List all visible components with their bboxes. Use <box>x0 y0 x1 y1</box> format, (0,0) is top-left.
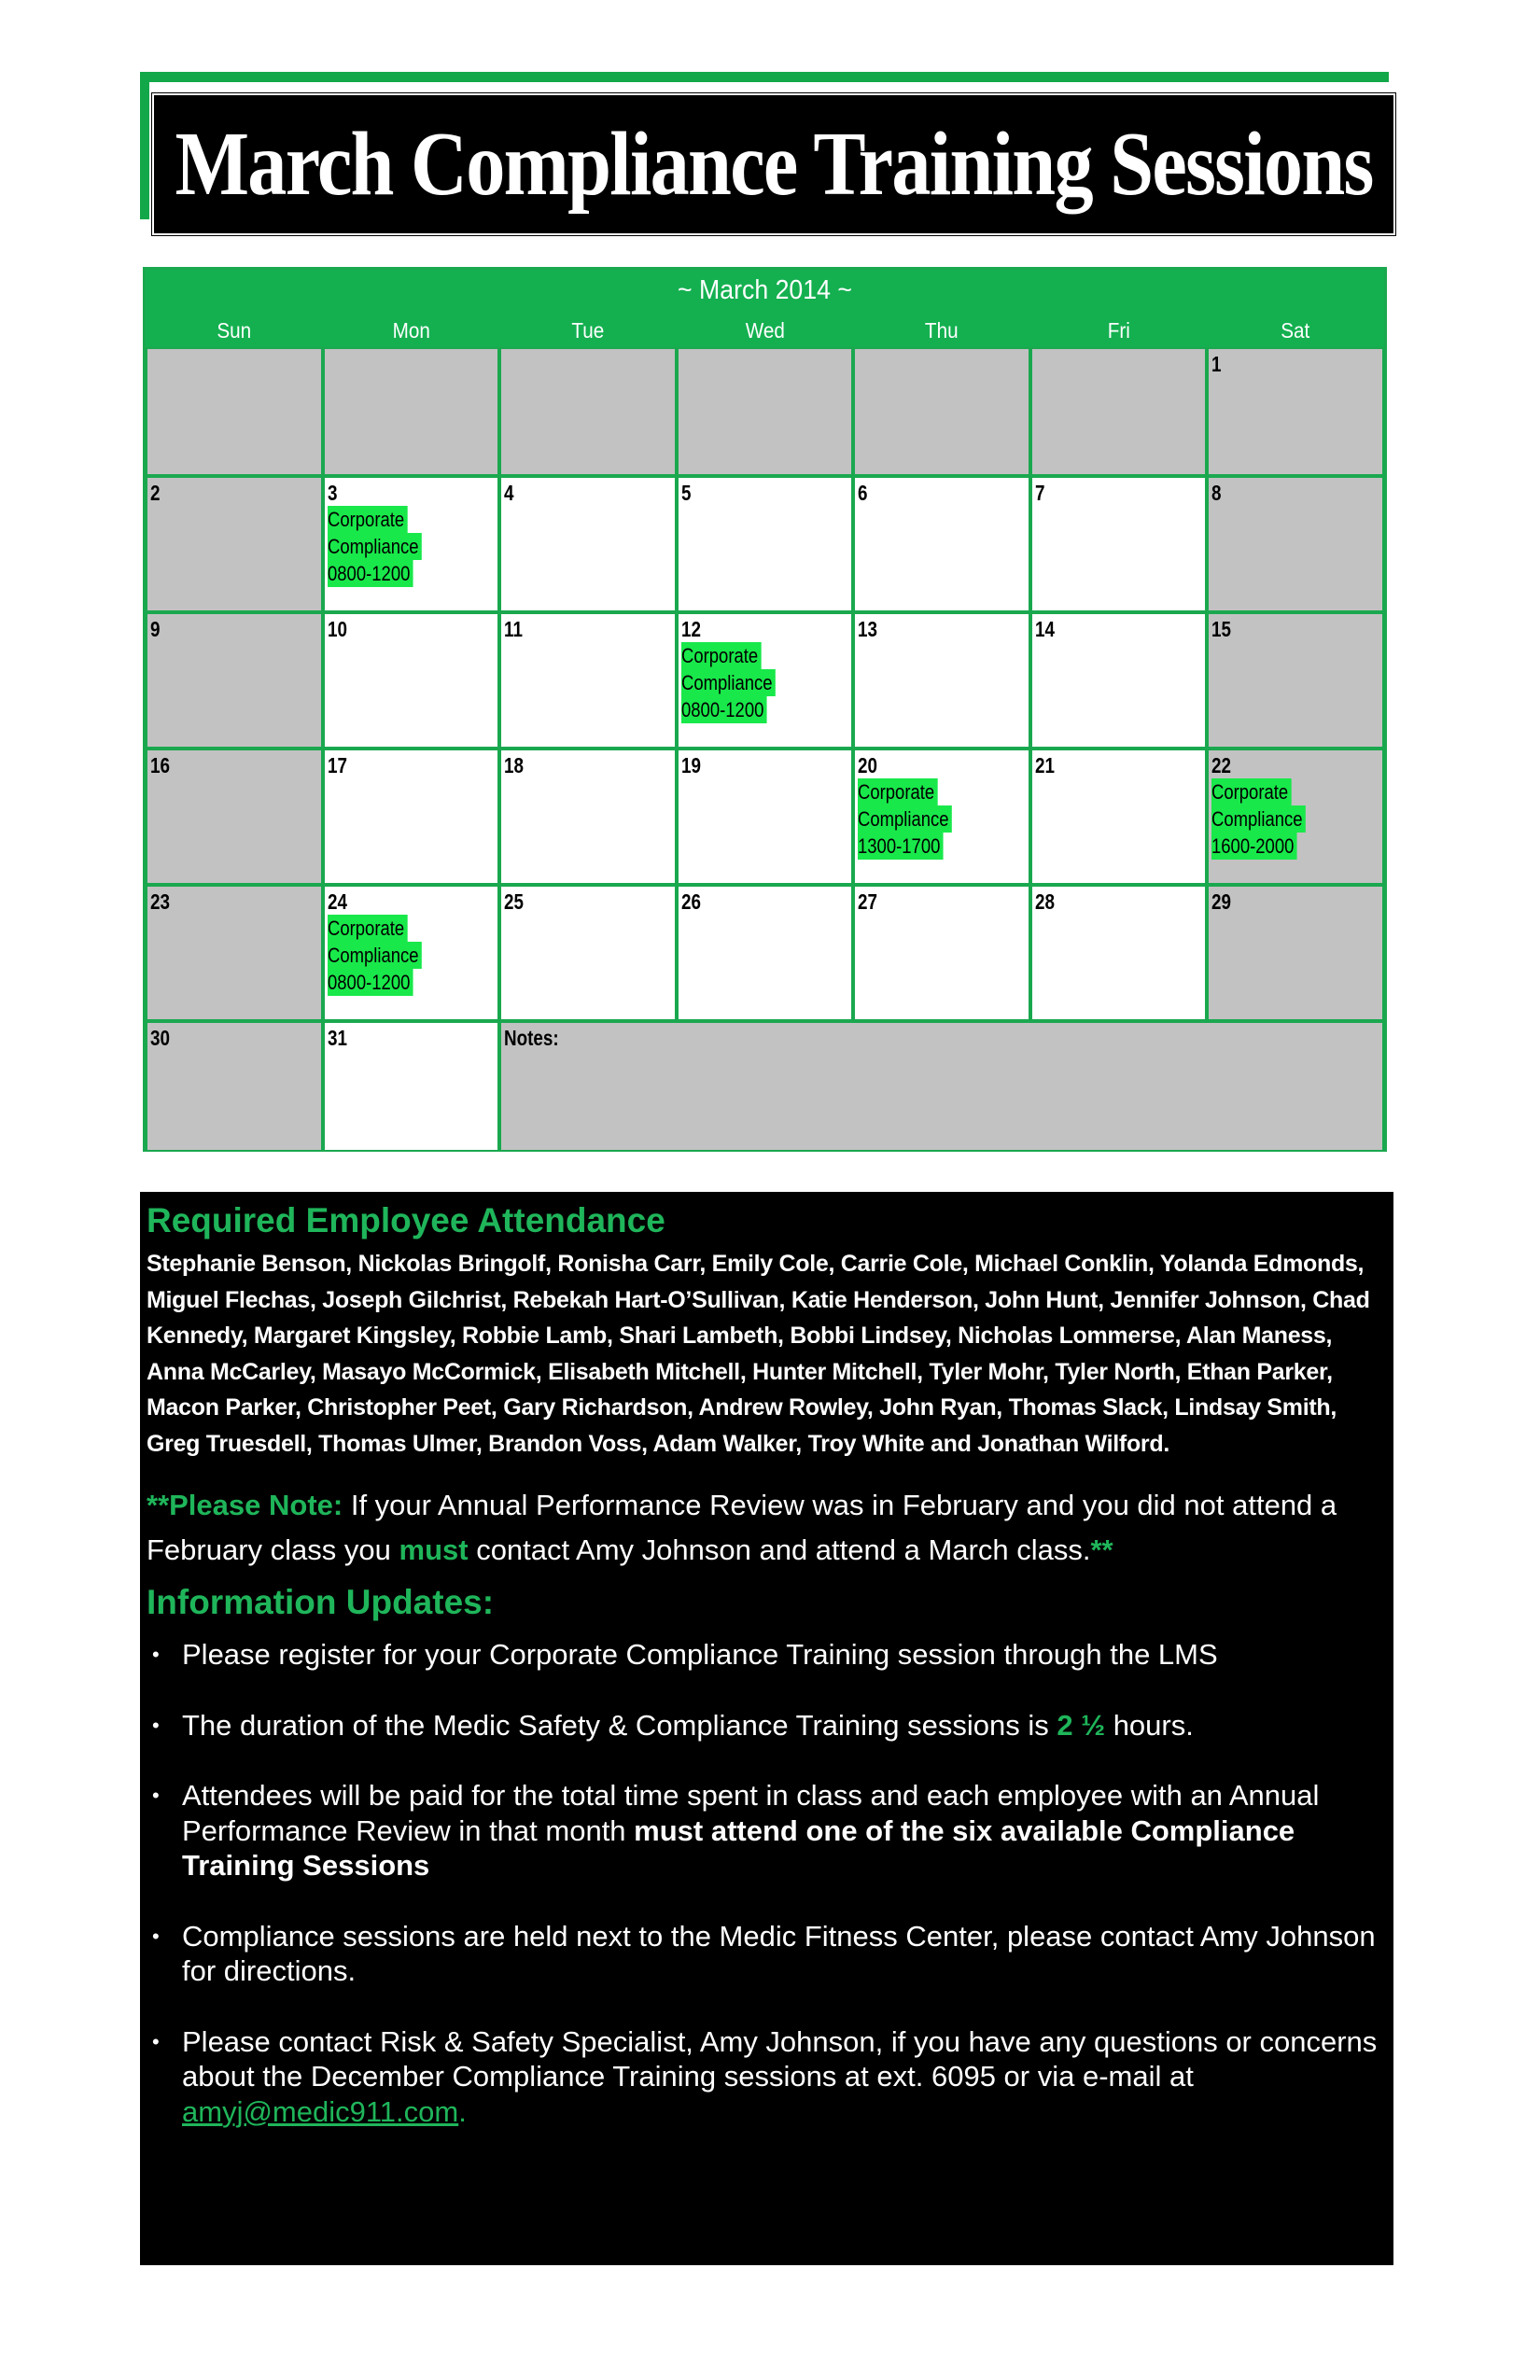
calendar-cell-23 <box>146 885 323 1021</box>
attendance-names: Stephanie Benson, Nickolas Bringolf, Ronisha Carr, Emily Cole, Carrie Cole, Michael Conklin, Yolanda Edmonds, Miguel Flechas, Joseph Gilchrist, Rebekah Hart-O’Sullivan, Katie Henderson, John Hunt, Jennifer Johnson, Chad Kennedy, Margaret Kingsley, Robbie Lamb, Shari Lambeth, Bobbi Lindsey, Nicholas Lommerse, Alan Maness, Anna McCarley, Masayo McCormick, Elisabeth Mitchell, Hunter Mitchell, Tyler Mohr, Tyler North, Ethan Parker, Macon Parker, Christopher Peet, Gary Richardson, Andrew Rowley, John Ryan, Thomas Slack, Lindsay Smith, Greg Truesdell, Thomas Ulmer, Brandon Voss, Adam Walker, Troy White and Jonathan Wilford. <box>147 1251 1370 1457</box>
calendar-cell-13 <box>853 612 1030 749</box>
event-label: Corporate <box>328 915 408 942</box>
date-number: 27 <box>858 889 878 914</box>
event-time: 0800-1200 <box>328 560 413 587</box>
calendar-cell-26 <box>677 885 854 1021</box>
list-item <box>147 1778 1387 1883</box>
date-number: 17 <box>327 753 347 777</box>
calendar-cell-6 <box>853 476 1030 612</box>
event-label: Compliance <box>858 805 952 833</box>
list-item <box>147 2024 1387 2130</box>
calendar-cell-29 <box>1207 885 1384 1021</box>
event-label: Corporate <box>858 778 938 805</box>
calendar-cell-30 <box>146 1021 323 1152</box>
date-number: 5 <box>680 481 692 505</box>
calendar <box>143 267 1387 1152</box>
training-event <box>858 778 1026 860</box>
calendar-cell-21 <box>1030 749 1208 885</box>
date-number: 7 <box>1034 481 1045 505</box>
weekday-mon: Mon <box>392 318 430 343</box>
date-number: 25 <box>504 889 525 914</box>
date-number: 31 <box>327 1026 347 1050</box>
event-time: 1300-1700 <box>858 833 944 860</box>
training-event <box>1211 778 1379 860</box>
bullet-icon: • <box>152 1643 160 1666</box>
calendar-cell-11 <box>499 612 677 749</box>
update-text: The duration of the Medic Safety & Compliance Training sessions is <box>182 1708 1057 1742</box>
date-number: 3 <box>327 481 338 505</box>
update-emphasis: must attend one of the six available Compliance Training Sessions <box>182 1813 1295 1882</box>
calendar-cell-empty <box>499 347 677 476</box>
list-item <box>147 1637 1387 1673</box>
duration-value: 2 ½ <box>1057 1708 1106 1742</box>
update-text: Please contact Risk & Safety Specialist, Amy Johnson, if you have any questions or concerns about the December Compliance Training sessions at ext. 6095 or via e-mail at <box>182 2024 1378 2093</box>
page-title: March Compliance Training Sessions <box>175 114 1373 215</box>
update-text: Compliance sessions are held next to the Medic Fitness Center, please contact Amy Johnson for directions. <box>182 1919 1376 1987</box>
event-label: Corporate <box>328 506 408 533</box>
date-number: 18 <box>504 753 525 777</box>
weekday-wed: Wed <box>745 318 785 343</box>
calendar-cell-18 <box>499 749 677 885</box>
date-number: 14 <box>1034 617 1055 641</box>
title-banner <box>140 72 1395 219</box>
date-number: 10 <box>327 617 347 641</box>
training-event <box>328 506 496 587</box>
date-number: 11 <box>504 617 524 641</box>
calendar-cell-22 <box>1207 749 1384 885</box>
calendar-cell-14 <box>1030 612 1208 749</box>
event-label: Compliance <box>328 533 422 560</box>
bullet-icon: • <box>152 1784 160 1807</box>
calendar-cell-20 <box>853 749 1030 885</box>
title-accent-bar <box>140 72 1389 82</box>
update-text-end: hours. <box>1105 1708 1194 1742</box>
calendar-cell-empty <box>146 347 323 476</box>
calendar-cell-empty <box>1030 347 1208 476</box>
calendar-cell-10 <box>323 612 500 749</box>
date-number: 23 <box>150 889 170 914</box>
date-number: 21 <box>1034 753 1055 777</box>
bullet-icon: • <box>152 2029 160 2053</box>
calendar-cell-25 <box>499 885 677 1021</box>
bullet-icon: • <box>152 1924 160 1948</box>
list-item <box>147 1708 1387 1743</box>
email-link[interactable]: amyj@medic911.com <box>182 2094 459 2128</box>
date-number: 28 <box>1034 889 1055 914</box>
event-label: Corporate <box>1211 778 1292 805</box>
weekday-fri: Fri <box>1107 318 1130 343</box>
date-number: 4 <box>504 481 514 505</box>
calendar-month-title: ~ March 2014 ~ <box>678 275 852 305</box>
updates-heading: Information Updates: <box>147 1583 495 1621</box>
event-time: 0800-1200 <box>328 969 413 996</box>
calendar-cell-4 <box>499 476 677 612</box>
please-note-must: must <box>399 1533 469 1566</box>
calendar-cell-empty <box>323 347 500 476</box>
date-number: 2 <box>150 481 161 505</box>
bullet-icon: • <box>152 1713 160 1737</box>
date-number: 16 <box>150 753 170 777</box>
date-number: 6 <box>858 481 868 505</box>
calendar-cell-empty <box>853 347 1030 476</box>
event-time: 0800-1200 <box>681 696 767 723</box>
date-number: 24 <box>327 889 347 914</box>
weekday-sun: Sun <box>217 318 252 343</box>
please-note-text-end: contact Amy Johnson and attend a March class. <box>468 1533 1091 1566</box>
training-event <box>681 642 849 723</box>
calendar-header <box>146 270 1384 347</box>
date-number: 13 <box>858 617 878 641</box>
info-panel <box>140 1192 1393 2265</box>
update-text: Please register for your Corporate Compliance Training session through the LMS <box>182 1638 1218 1671</box>
weekday-tue: Tue <box>571 318 605 343</box>
calendar-cell-9 <box>146 612 323 749</box>
event-label: Compliance <box>1211 805 1306 833</box>
updates-list <box>147 1637 1387 2129</box>
please-note-suffix: ** <box>1090 1533 1113 1566</box>
date-number: 20 <box>858 753 878 777</box>
calendar-cell-16 <box>146 749 323 885</box>
date-number: 22 <box>1211 753 1232 777</box>
calendar-cell-2 <box>146 476 323 612</box>
calendar-cell-5 <box>677 476 854 612</box>
list-item <box>147 1919 1387 1989</box>
date-number: 19 <box>680 753 701 777</box>
calendar-cell-empty <box>677 347 854 476</box>
notes-label: Notes: <box>504 1026 559 1050</box>
date-number: 26 <box>680 889 701 914</box>
update-text: Attendees will be paid for the total time spent in class and each employee with an Annual Performance Review in that month <box>182 1779 1320 1847</box>
update-text-end: . <box>458 2094 467 2128</box>
calendar-cell-27 <box>853 885 1030 1021</box>
calendar-cell-28 <box>1030 885 1208 1021</box>
please-note-label: **Please Note: <box>147 1489 343 1521</box>
event-label: Compliance <box>681 669 776 696</box>
title-accent-bar-left <box>140 72 149 219</box>
event-label: Compliance <box>328 942 422 969</box>
date-number: 1 <box>1211 352 1222 376</box>
calendar-grid <box>146 347 1384 1152</box>
attendance-heading: Required Employee Attendance <box>147 1201 665 1239</box>
calendar-cell-7 <box>1030 476 1208 612</box>
date-number: 29 <box>1211 889 1232 914</box>
event-label: Corporate <box>681 642 762 669</box>
calendar-cell-12 <box>677 612 854 749</box>
weekday-header-row <box>146 318 1384 343</box>
training-event <box>328 915 496 996</box>
date-number: 9 <box>150 617 161 641</box>
calendar-notes <box>499 1021 1384 1152</box>
weekday-thu: Thu <box>925 318 959 343</box>
calendar-cell-1 <box>1207 347 1384 476</box>
weekday-sat: Sat <box>1281 318 1310 343</box>
date-number: 8 <box>1211 481 1222 505</box>
calendar-cell-15 <box>1207 612 1384 749</box>
calendar-cell-17 <box>323 749 500 885</box>
calendar-cell-3 <box>323 476 500 612</box>
title-box <box>152 93 1395 235</box>
calendar-cell-31 <box>323 1021 500 1152</box>
event-time: 1600-2000 <box>1211 833 1297 860</box>
calendar-cell-24 <box>323 885 500 1021</box>
date-number: 30 <box>150 1026 170 1050</box>
date-number: 15 <box>1211 617 1232 641</box>
please-note-text: If your Annual Performance Review was in February and you did not attend a February class you <box>147 1489 1337 1566</box>
calendar-cell-19 <box>677 749 854 885</box>
date-number: 12 <box>680 617 701 641</box>
calendar-cell-8 <box>1207 476 1384 612</box>
please-note <box>147 1483 1387 1573</box>
